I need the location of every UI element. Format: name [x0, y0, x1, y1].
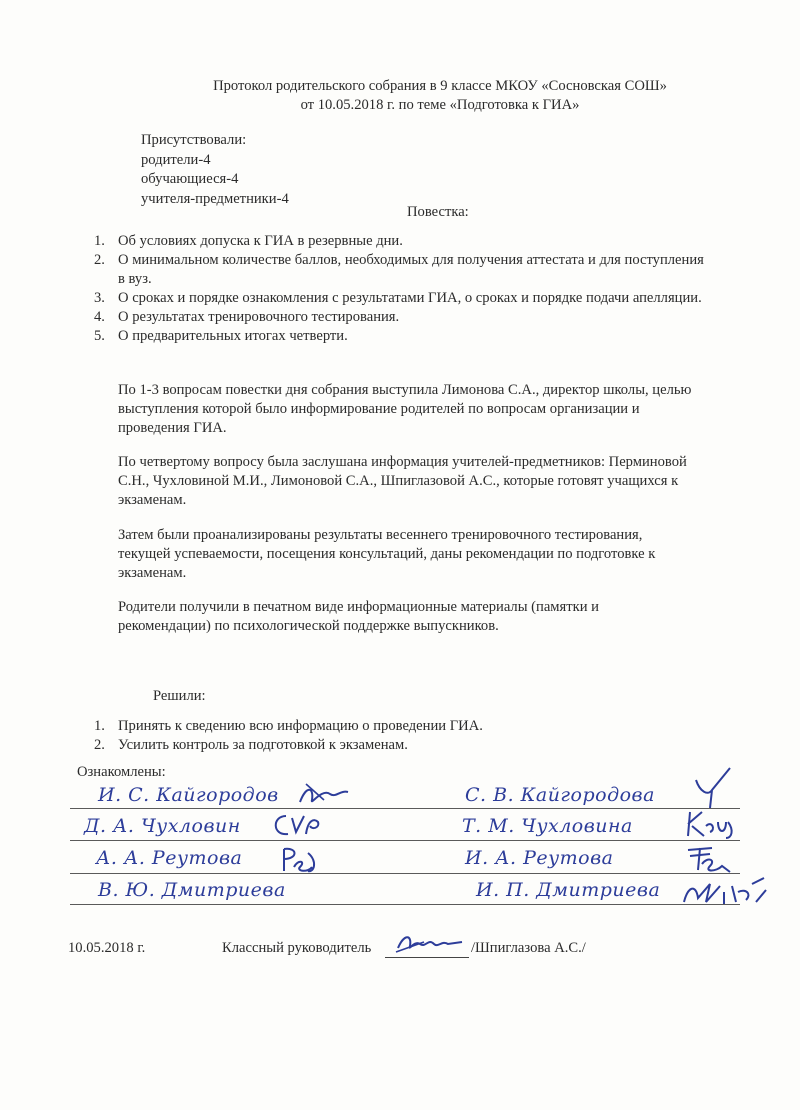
paragraph-4: Родители получили в печатном виде информационные материалы (памятки и рекомендации) по психологической поддержке выпускников.	[118, 599, 599, 634]
attendance-item: родители-4	[141, 151, 211, 168]
signature-line	[70, 808, 740, 809]
signature-line	[70, 873, 740, 874]
protocol-subtitle: от 10.05.2018 г. по теме «Подготовка к ГИА»	[300, 97, 580, 113]
footer-role: Классный руководитель	[222, 940, 372, 956]
handwritten-name: И. П. Дмитриева	[476, 879, 661, 901]
signature-scribble	[268, 810, 328, 840]
attendance-heading: Присутствовали:	[141, 132, 247, 148]
signature-scribble	[278, 843, 322, 875]
handwritten-name: И. С. Кайгородов	[98, 784, 279, 806]
footer-teacher-name: /Шпиглазова А.С./	[471, 940, 586, 956]
handwritten-name: А. А. Реутова	[96, 847, 243, 869]
agenda-item: 5. О предварительных итогах четверти.	[94, 328, 348, 344]
signature-scribble	[690, 766, 740, 812]
paragraph-1: По 1-3 вопросам повестки дня собрания выступила Лимонова С.А., директор школы, целью выступления которой было информирование родителей по вопросам организации и проведения ГИА.	[118, 382, 692, 436]
agenda-item: 3. О сроках и порядке ознакомления с результатами ГИА, о сроках и порядке подачи апелляции.	[94, 290, 702, 306]
signature-scribble	[296, 780, 356, 808]
agenda-heading: Повестка:	[407, 204, 469, 220]
handwritten-name: В. Ю. Дмитриева	[98, 879, 286, 901]
protocol-title: Протокол родительского собрания в 9 классе МКОУ «Сосновская СОШ»	[213, 78, 667, 94]
paragraph-3: Затем были проанализированы результаты весеннего тренировочного тестирования, текущей успеваемости, посещения консультаций, даны рекомендации по подготовке к экзаменам.	[118, 527, 656, 581]
agenda-item: 2. О минимальном количестве баллов, необходимых для получения аттестата и для поступления в вуз.	[94, 252, 704, 287]
signature-scribble	[680, 876, 770, 910]
signature-line	[70, 904, 740, 905]
signature-scribble	[394, 930, 466, 958]
decisions-list	[94, 717, 768, 755]
agenda-item: 1. Об условиях допуска к ГИА в резервные дни.	[94, 233, 403, 249]
decision-item: 2. Усилить контроль за подготовкой к экзаменам.	[94, 737, 408, 753]
paragraph-2: По четвертому вопросу была заслушана информация учителей-предметников: Перминовой С.Н., Чухловиной М.И., Лимоновой С.А., Шпиглазовой А.С., которые готовят учащихся к экзаменам.	[118, 454, 687, 508]
agenda-list	[94, 232, 778, 346]
familiarized-heading: Ознакомлены:	[77, 764, 166, 780]
signature-line	[70, 840, 740, 841]
decisions-heading: Решили:	[153, 688, 206, 704]
handwritten-name: С. В. Кайгородова	[465, 784, 655, 806]
handwritten-name: Д. А. Чухловин	[84, 815, 241, 837]
signature-scribble	[684, 842, 734, 876]
agenda-item: 4. О результатах тренировочного тестирования.	[94, 309, 400, 325]
footer-date: 10.05.2018 г.	[68, 940, 146, 956]
decision-item: 1. Принять к сведению всю информацию о проведении ГИА.	[94, 718, 483, 734]
attendance-item: учителя-предметники-4	[141, 190, 289, 207]
handwritten-name: И. А. Реутова	[465, 847, 614, 869]
handwritten-name: Т. М. Чухловина	[462, 815, 633, 837]
signature-scribble	[682, 808, 740, 840]
attendance-block	[141, 131, 289, 209]
attendance-item: обучающиеся-4	[141, 171, 239, 187]
